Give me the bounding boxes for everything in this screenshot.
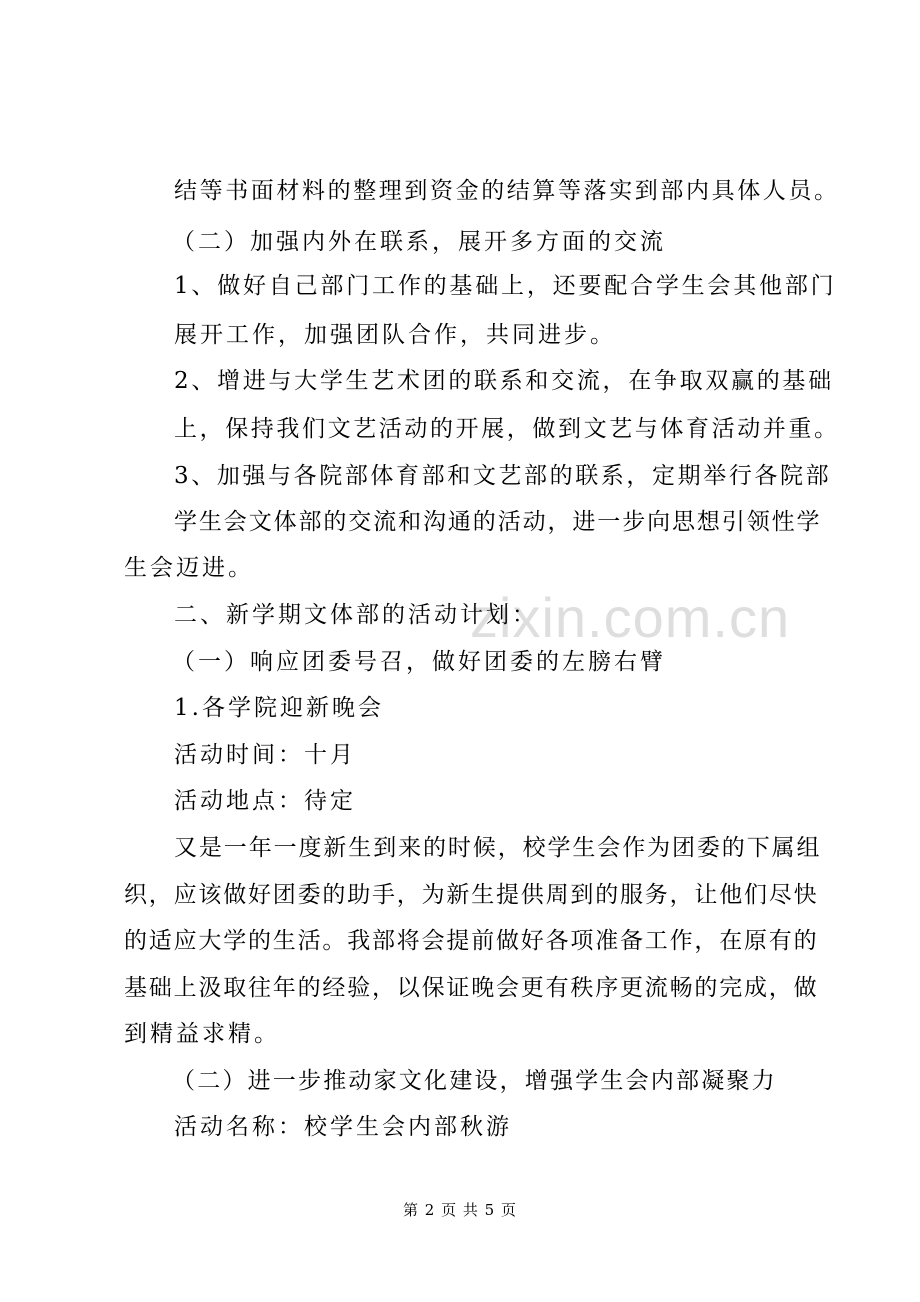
section-heading: 二、新学期文体部的活动计划：	[174, 602, 538, 628]
text-line: 结等书面材料的整理到资金的结算等落实到部内具体人员。	[174, 178, 840, 204]
text-line: 上，保持我们文艺活动的开展，做到文艺与体育活动并重。	[174, 416, 840, 442]
watermark: zixin.com.cn	[470, 586, 791, 649]
text-line: 学生会文体部的交流和沟通的活动，进一步向思想引领性学	[174, 509, 822, 535]
text-line: 1.各学院迎新晚会	[174, 695, 384, 721]
section-heading: （二）加强内外在联系，展开多方面的交流	[172, 229, 666, 255]
subsection-heading: （二）进一步推动家文化建设，增强学生会内部凝聚力	[172, 1068, 777, 1094]
text-line: 生会迈进。	[124, 555, 254, 581]
page-number-footer: 第 2 页 共 5 页	[403, 1201, 517, 1219]
text-line: 2、增进与大学生艺术团的联系和交流，在争取双赢的基础	[174, 368, 834, 394]
text-line: 基础上汲取往年的经验，以保证晚会更有秩序更流畅的完成，做	[124, 975, 819, 1001]
text-line: 展开工作，加强团队合作，共同进步。	[174, 322, 616, 348]
text-line: 活动名称：校学生会内部秋游	[174, 1114, 512, 1140]
text-line: 又是一年一度新生到来的时候，校学生会作为团委的下属组	[174, 835, 822, 861]
text-line: 到精益求精。	[124, 1021, 280, 1047]
text-line: 的适应大学的生活。我部将会提前做好各项准备工作，在原有的	[124, 928, 819, 954]
text-line: 活动地点：待定	[174, 788, 356, 814]
text-line: 3、加强与各院部体育部和文艺部的联系，定期举行各院部	[174, 463, 832, 489]
subsection-heading: （一）响应团委号召，做好团委的左膀右臂	[172, 649, 666, 675]
text-line: 1、做好自己部门工作的基础上，还要配合学生会其他部门	[174, 273, 837, 299]
text-line: 活动时间：十月	[174, 742, 356, 768]
text-line: 织，应该做好团委的助手，为新生提供周到的服务，让他们尽快	[124, 882, 819, 908]
